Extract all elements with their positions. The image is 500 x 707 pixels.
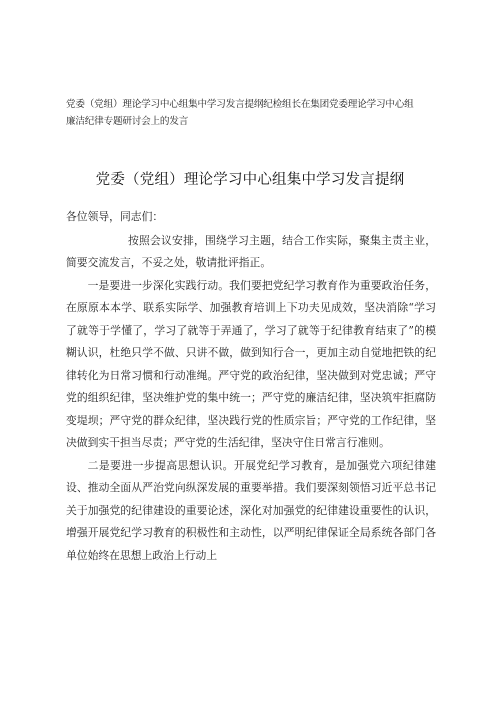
- header-line-1: 党委（党组）理论学习中心组集中学习发言提纲纪检组长在集团党委理论学习中心组: [66, 99, 414, 110]
- header-line-2: 廉洁纪律专题研讨会上的发言: [66, 116, 189, 127]
- paragraph-deepen-practice: 一是要进一步深化实践行动。我们要把党纪学习教育作为重要政治任务，在原原本本学、联系实际学、加强教育培训上下功夫见成效，坚决消除“学习了就等于学懂了，学习了就等于弄通了，学习了就等于纪律教育结束了”的模糊认识，杜绝只学不做、只讲不做，做到知行合一，更加主动自觉地把铁的纪律转化为日常习惯和行动准绳。严守党的政治纪律，坚决做到对党忠诚；严守党的组织纪律，坚决维护党的集中统一；严守党的廉洁纪律，坚决筑牢拒腐防变堤坝；严守党的群众纪律，坚决践行党的性质宗旨；严守党的工作纪律，坚决做到实干担当尽责；严守党的生活纪律，坚决守住日常言行准则。: [66, 278, 436, 449]
- document-body: [66, 206, 436, 567]
- document-header: [66, 96, 446, 130]
- paragraph-raise-awareness: 二是要进一步提高思想认识。开展党纪学习教育，是加强党六项纪律建设、推动全面从严治党向纵深发展的重要举措。我们要深刻领悟习近平总书记关于加强党的纪律建设的重要论述，深化对加强党的纪律建设重要性的认识，增强开展党纪学习教育的积极性和主动性，以严明纪律保证全局系统各部门各单位始终在思想上政治上行动上: [66, 458, 436, 562]
- document-title: 党委（党组）理论学习中心组集中学习发言提纲: [95, 172, 405, 188]
- salutation: 各位领导，同志们：: [66, 210, 164, 223]
- paragraph-intro: 按照会议安排，围绕学习主题，结合工作实际，聚集主责主业，简要交流发言，不妥之处，敬请批评指正。: [66, 233, 436, 269]
